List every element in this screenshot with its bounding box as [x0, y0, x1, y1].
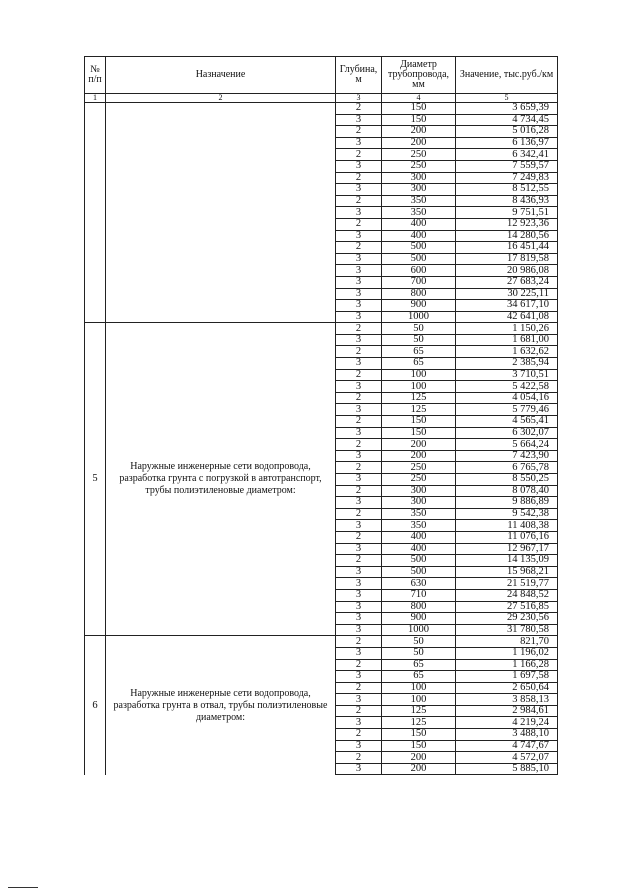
item-number: 6 [85, 636, 106, 775]
value-cell: 6 765,78 [456, 462, 558, 474]
diameter-cell: 400 [382, 543, 456, 555]
diameter-cell: 65 [382, 358, 456, 370]
diameter-cell: 150 [382, 427, 456, 439]
diameter-cell: 500 [382, 566, 456, 578]
depth-cell: 3 [336, 300, 382, 312]
depth-cell: 3 [336, 497, 382, 509]
depth-cell: 3 [336, 543, 382, 555]
diameter-cell: 500 [382, 555, 456, 567]
diameter-cell: 125 [382, 392, 456, 404]
depth-cell: 2 [336, 485, 382, 497]
diameter-cell: 100 [382, 682, 456, 694]
depth-cell: 3 [336, 334, 382, 346]
value-cell: 7 423,90 [456, 450, 558, 462]
diameter-cell: 250 [382, 474, 456, 486]
value-cell: 5 779,46 [456, 404, 558, 416]
diameter-cell: 150 [382, 729, 456, 741]
depth-cell: 3 [336, 184, 382, 196]
diameter-cell: 200 [382, 137, 456, 149]
value-cell: 3 488,10 [456, 729, 558, 741]
value-cell: 14 135,09 [456, 555, 558, 567]
item-description: Наружные инженерные сети водопровода, разработка грунта в отвал, трубы полиэтиленовые диаметром: [106, 636, 336, 775]
value-cell: 8 550,25 [456, 474, 558, 486]
depth-cell: 2 [336, 242, 382, 254]
diameter-cell: 200 [382, 763, 456, 775]
value-cell: 4 565,41 [456, 416, 558, 428]
diameter-cell: 65 [382, 346, 456, 358]
diameter-cell: 200 [382, 439, 456, 451]
value-cell: 1 196,02 [456, 647, 558, 659]
depth-cell: 2 [336, 462, 382, 474]
diameter-cell: 125 [382, 705, 456, 717]
depth-cell: 2 [336, 195, 382, 207]
depth-cell: 2 [336, 508, 382, 520]
diameter-cell: 1000 [382, 311, 456, 323]
table-row [85, 636, 558, 648]
depth-cell: 3 [336, 207, 382, 219]
value-cell: 42 641,08 [456, 311, 558, 323]
depth-cell: 3 [336, 578, 382, 590]
diameter-cell: 630 [382, 578, 456, 590]
table-body [85, 103, 558, 775]
col-number: 5 [456, 94, 558, 103]
table-row [85, 103, 558, 115]
depth-cell: 3 [336, 647, 382, 659]
item-number [85, 103, 106, 323]
value-cell: 21 519,77 [456, 578, 558, 590]
value-cell: 24 848,52 [456, 589, 558, 601]
value-cell: 6 302,07 [456, 427, 558, 439]
col-number: 2 [106, 94, 336, 103]
diameter-cell: 200 [382, 126, 456, 138]
depth-cell: 3 [336, 671, 382, 683]
header-diameter: Диаметр трубопровода, мм [382, 57, 456, 94]
value-cell: 12 967,17 [456, 543, 558, 555]
table-row [85, 323, 558, 335]
depth-cell: 3 [336, 763, 382, 775]
value-cell: 8 078,40 [456, 485, 558, 497]
value-cell: 5 885,10 [456, 763, 558, 775]
depth-cell: 3 [336, 474, 382, 486]
diameter-cell: 100 [382, 694, 456, 706]
value-cell: 1 681,00 [456, 334, 558, 346]
depth-cell: 3 [336, 381, 382, 393]
diameter-cell: 800 [382, 601, 456, 613]
diameter-cell: 150 [382, 114, 456, 126]
diameter-cell: 250 [382, 462, 456, 474]
value-cell: 5 016,28 [456, 126, 558, 138]
depth-cell: 3 [336, 114, 382, 126]
depth-cell: 3 [336, 288, 382, 300]
diameter-cell: 800 [382, 288, 456, 300]
diameter-cell: 250 [382, 160, 456, 172]
diameter-cell: 65 [382, 659, 456, 671]
col-number: 4 [382, 94, 456, 103]
value-cell: 1 697,58 [456, 671, 558, 683]
diameter-cell: 65 [382, 671, 456, 683]
depth-cell: 2 [336, 416, 382, 428]
depth-cell: 2 [336, 369, 382, 381]
value-cell: 821,70 [456, 636, 558, 648]
depth-cell: 2 [336, 218, 382, 230]
diameter-cell: 125 [382, 404, 456, 416]
depth-cell: 3 [336, 276, 382, 288]
value-cell: 3 659,39 [456, 103, 558, 115]
value-cell: 8 436,93 [456, 195, 558, 207]
diameter-cell: 50 [382, 323, 456, 335]
diameter-cell: 350 [382, 520, 456, 532]
depth-cell: 3 [336, 717, 382, 729]
depth-cell: 2 [336, 659, 382, 671]
value-cell: 4 219,24 [456, 717, 558, 729]
diameter-cell: 250 [382, 149, 456, 161]
diameter-cell: 900 [382, 300, 456, 312]
column-number-row [85, 94, 558, 103]
depth-cell: 3 [336, 265, 382, 277]
diameter-cell: 300 [382, 497, 456, 509]
depth-cell: 3 [336, 520, 382, 532]
value-cell: 17 819,58 [456, 253, 558, 265]
value-cell: 9 886,89 [456, 497, 558, 509]
depth-cell: 2 [336, 126, 382, 138]
diameter-cell: 400 [382, 218, 456, 230]
diameter-cell: 1000 [382, 624, 456, 636]
depth-cell: 3 [336, 358, 382, 370]
diameter-cell: 150 [382, 416, 456, 428]
diameter-cell: 50 [382, 636, 456, 648]
depth-cell: 3 [336, 253, 382, 265]
value-cell: 4 572,07 [456, 752, 558, 764]
value-cell: 5 664,24 [456, 439, 558, 451]
depth-cell: 3 [336, 427, 382, 439]
depth-cell: 2 [336, 555, 382, 567]
value-cell: 12 923,36 [456, 218, 558, 230]
pipeline-cost-table [84, 56, 558, 775]
diameter-cell: 400 [382, 531, 456, 543]
value-cell: 34 617,10 [456, 300, 558, 312]
value-cell: 11 076,16 [456, 531, 558, 543]
header-value: Значение, тыс.руб./км [456, 57, 558, 94]
value-cell: 2 650,64 [456, 682, 558, 694]
diameter-cell: 200 [382, 752, 456, 764]
value-cell: 4 747,67 [456, 740, 558, 752]
diameter-cell: 900 [382, 613, 456, 625]
diameter-cell: 400 [382, 230, 456, 242]
diameter-cell: 350 [382, 508, 456, 520]
depth-cell: 2 [336, 149, 382, 161]
value-cell: 6 342,41 [456, 149, 558, 161]
header-depth: Глубина, м [336, 57, 382, 94]
col-number: 1 [85, 94, 106, 103]
diameter-cell: 50 [382, 334, 456, 346]
depth-cell: 2 [336, 392, 382, 404]
value-cell: 7 559,57 [456, 160, 558, 172]
depth-cell: 3 [336, 450, 382, 462]
value-cell: 3 858,13 [456, 694, 558, 706]
value-cell: 2 385,94 [456, 358, 558, 370]
value-cell: 7 249,83 [456, 172, 558, 184]
diameter-cell: 350 [382, 195, 456, 207]
depth-cell: 3 [336, 601, 382, 613]
value-cell: 1 150,26 [456, 323, 558, 335]
depth-cell: 2 [336, 729, 382, 741]
value-cell: 1 166,28 [456, 659, 558, 671]
depth-cell: 3 [336, 137, 382, 149]
value-cell: 4 734,45 [456, 114, 558, 126]
depth-cell: 2 [336, 752, 382, 764]
header-num: № п/п [85, 57, 106, 94]
value-cell: 11 408,38 [456, 520, 558, 532]
depth-cell: 3 [336, 740, 382, 752]
value-cell: 1 632,62 [456, 346, 558, 358]
item-description [106, 103, 336, 323]
depth-cell: 3 [336, 694, 382, 706]
depth-cell: 3 [336, 311, 382, 323]
depth-cell: 2 [336, 705, 382, 717]
diameter-cell: 50 [382, 647, 456, 659]
depth-cell: 3 [336, 566, 382, 578]
value-cell: 9 751,51 [456, 207, 558, 219]
diameter-cell: 150 [382, 103, 456, 115]
diameter-cell: 300 [382, 485, 456, 497]
diameter-cell: 100 [382, 381, 456, 393]
footnote-divider [8, 887, 38, 888]
value-cell: 29 230,56 [456, 613, 558, 625]
value-cell: 2 984,61 [456, 705, 558, 717]
diameter-cell: 125 [382, 717, 456, 729]
value-cell: 14 280,56 [456, 230, 558, 242]
depth-cell: 3 [336, 624, 382, 636]
diameter-cell: 200 [382, 450, 456, 462]
depth-cell: 2 [336, 636, 382, 648]
depth-cell: 2 [336, 103, 382, 115]
value-cell: 30 225,11 [456, 288, 558, 300]
depth-cell: 2 [336, 172, 382, 184]
col-number: 3 [336, 94, 382, 103]
depth-cell: 2 [336, 531, 382, 543]
depth-cell: 3 [336, 160, 382, 172]
header-row [85, 57, 558, 94]
depth-cell: 2 [336, 323, 382, 335]
value-cell: 27 683,24 [456, 276, 558, 288]
depth-cell: 3 [336, 613, 382, 625]
value-cell: 4 054,16 [456, 392, 558, 404]
value-cell: 9 542,38 [456, 508, 558, 520]
depth-cell: 2 [336, 346, 382, 358]
value-cell: 20 986,08 [456, 265, 558, 277]
depth-cell: 3 [336, 589, 382, 601]
diameter-cell: 500 [382, 253, 456, 265]
diameter-cell: 300 [382, 184, 456, 196]
diameter-cell: 500 [382, 242, 456, 254]
diameter-cell: 700 [382, 276, 456, 288]
header-purpose: Назначение [106, 57, 336, 94]
depth-cell: 2 [336, 439, 382, 451]
value-cell: 3 710,51 [456, 369, 558, 381]
diameter-cell: 350 [382, 207, 456, 219]
item-description: Наружные инженерные сети водопровода, разработка грунта с погрузкой в автотранспорт, трубы полиэтиленовые диаметром: [106, 323, 336, 636]
diameter-cell: 300 [382, 172, 456, 184]
depth-cell: 2 [336, 682, 382, 694]
value-cell: 31 780,58 [456, 624, 558, 636]
value-cell: 16 451,44 [456, 242, 558, 254]
value-cell: 6 136,97 [456, 137, 558, 149]
diameter-cell: 150 [382, 740, 456, 752]
item-number: 5 [85, 323, 106, 636]
value-cell: 15 968,21 [456, 566, 558, 578]
depth-cell: 3 [336, 404, 382, 416]
diameter-cell: 100 [382, 369, 456, 381]
value-cell: 5 422,58 [456, 381, 558, 393]
value-cell: 8 512,55 [456, 184, 558, 196]
diameter-cell: 600 [382, 265, 456, 277]
depth-cell: 3 [336, 230, 382, 242]
value-cell: 27 516,85 [456, 601, 558, 613]
diameter-cell: 710 [382, 589, 456, 601]
